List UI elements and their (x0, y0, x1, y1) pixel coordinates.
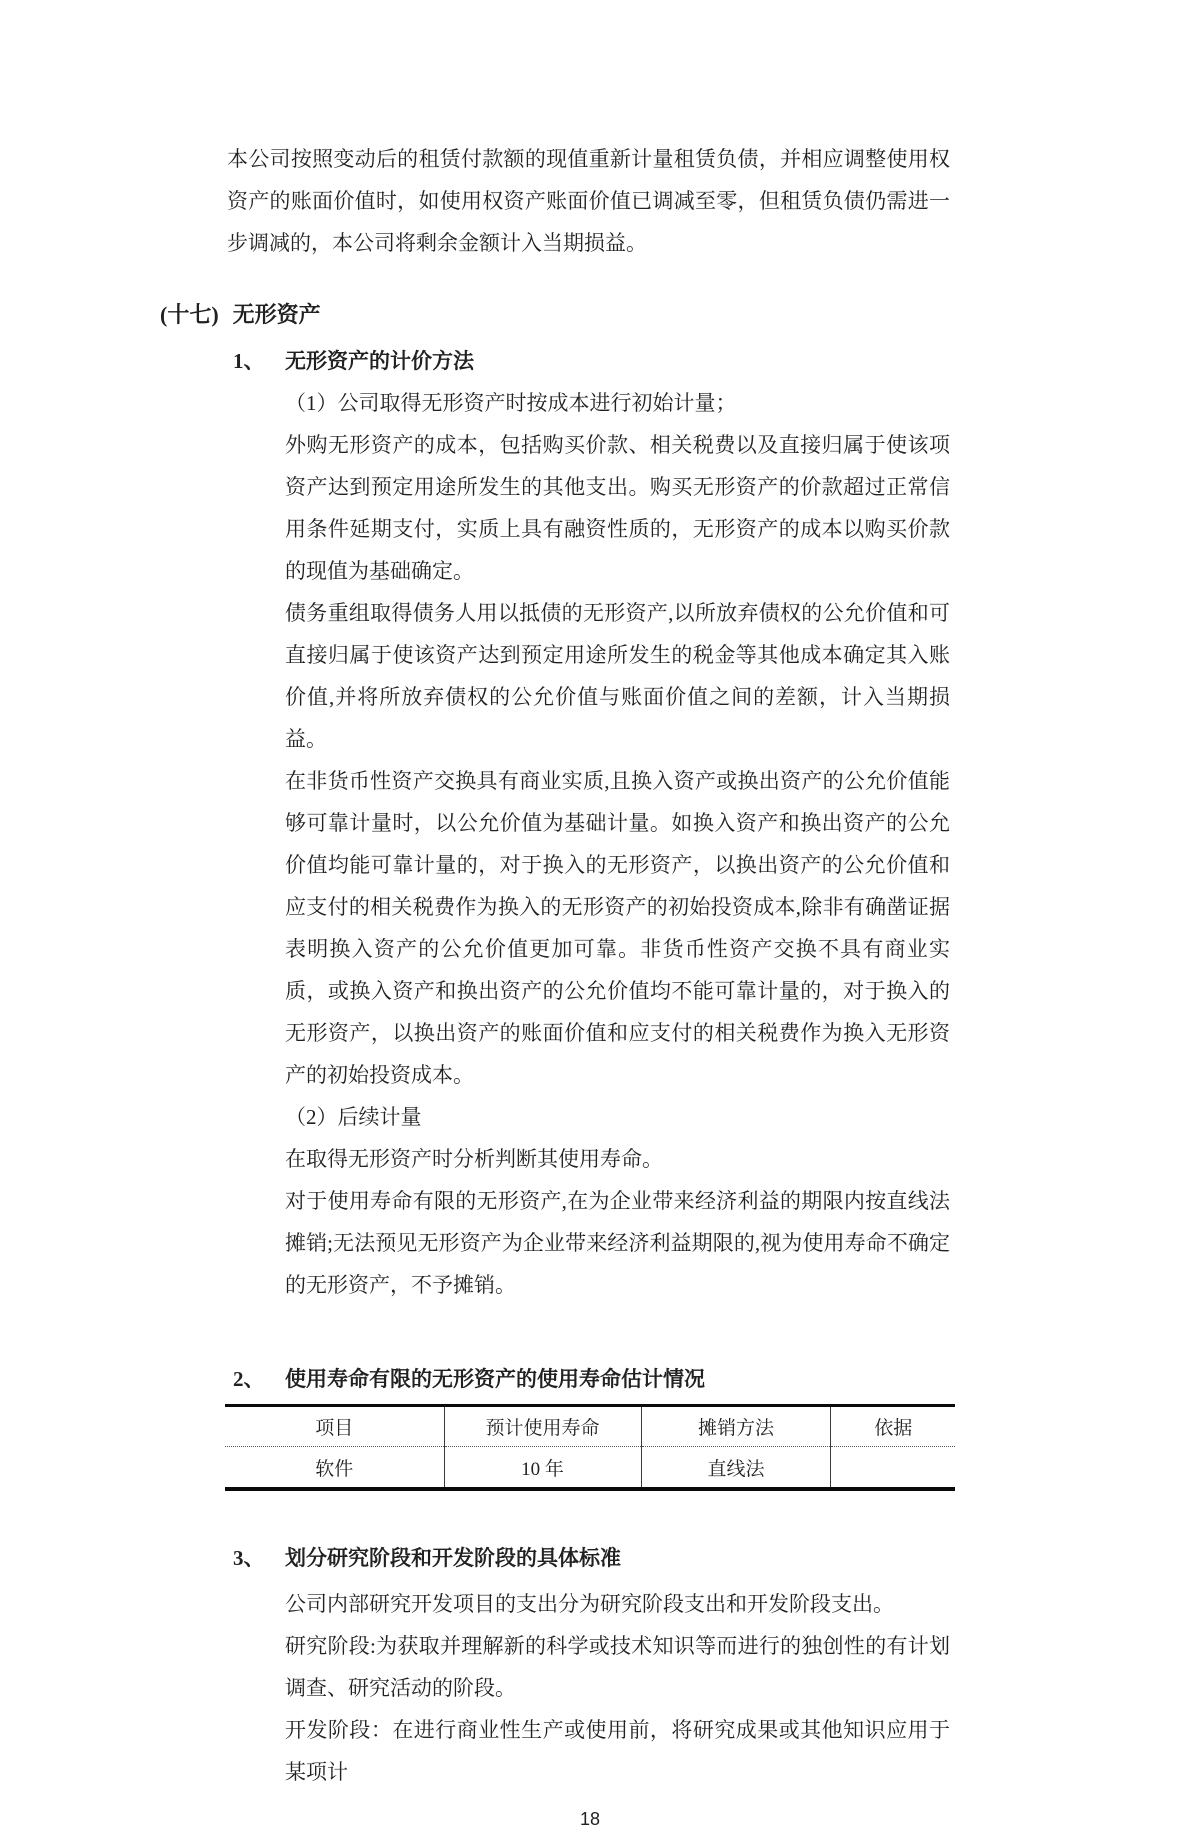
cell-method-straight-line: 直线法 (641, 1447, 831, 1490)
paragraph-subsequent-measurement-label: （2）后续计量 (285, 1105, 422, 1129)
col-header-amortization-method: 摊销方法 (641, 1406, 831, 1447)
section-17-label: (十七) (160, 302, 219, 327)
paragraph-initial-measurement: （1）公司取得无形资产时按成本进行初始计量； (285, 391, 737, 415)
cell-item-software: 软件 (315, 1458, 354, 1480)
cell-life-10-years: 10 年 (444, 1447, 641, 1490)
table-header-row (225, 1406, 955, 1447)
useful-life-table (225, 1404, 955, 1491)
paragraph-nonmonetary-exchange: 在非货币性资产交换具有商业实质,且换入资产或换出资产的公允价值能够可靠计量时，以公允价值为基础计量。如换入资产和换出资产的公允价值均能可靠计量的，对于换入的无形资产，以换出资产的公允价值和应支付的相关税费作为换入的无形资产的初始投资成本,除非有确凿证据表明换入资产的公允价值更加可靠。非货币性资产交换不具有商业实质，或换入资产和换出资产的公允价值均不能可靠计量的，对于换入的无形资产，以换出资产的账面价值和应支付的相关税费作为换入无形资产的初始投资成本。 (285, 769, 950, 1087)
paragraph-research-phase: 研究阶段:为获取并理解新的科学或技术知识等而进行的独创性的有计划调查、研究活动的阶段。 (285, 1634, 950, 1700)
paragraph-amortization-policy: 对于使用寿命有限的无形资产,在为企业带来经济利益的期限内按直线法摊销;无法预见无形资产为企业带来经济利益期限的,视为使用寿命不确定的无形资产，不予摊销。 (285, 1189, 950, 1297)
page-number: 18 (579, 1809, 601, 1829)
subsection-1-title: 无形资产的计价方法 (285, 349, 474, 373)
cell-basis-empty (831, 1447, 955, 1490)
subsection-2-number: 2、 (233, 1367, 265, 1391)
paragraph-lease-remeasurement: 本公司按照变动后的租赁付款额的现值重新计量租赁负债，并相应调整使用权资产的账面价值时，如使用权资产账面价值已调减至零，但租赁负债仍需进一步调减的，本公司将剩余金额计入当期损益。 (227, 147, 950, 255)
subsection-1-number: 1、 (233, 349, 265, 373)
section-17-title: 无形资产 (232, 302, 321, 327)
paragraph-debt-restructuring: 债务重组取得债务人用以抵债的无形资产,以所放弃债权的公允价值和可直接归属于使该资产达到预定用途所发生的税金等其他成本确定其入账价值,并将所放弃债权的公允价值与账面价值之间的差额，计入当期损益。 (285, 601, 950, 751)
paragraph-useful-life-judgement: 在取得无形资产时分析判断其使用寿命。 (285, 1147, 663, 1171)
paragraph-development-phase: 开发阶段：在进行商业性生产或使用前，将研究成果或其他知识应用于某项计 (285, 1718, 950, 1784)
subsection-3-number: 3、 (233, 1546, 265, 1570)
subsection-1-heading (233, 340, 1200, 382)
subsection-3-title: 划分研究阶段和开发阶段的具体标准 (285, 1546, 621, 1570)
subsection-2-heading (233, 1358, 1200, 1400)
col-header-estimated-life: 预计使用寿命 (444, 1406, 641, 1447)
col-header-item: 项目 (225, 1406, 444, 1447)
subsection-2-title: 使用寿命有限的无形资产的使用寿命估计情况 (285, 1367, 705, 1391)
table-row (225, 1447, 955, 1490)
subsection-3-heading (233, 1537, 1200, 1579)
paragraph-rd-expenditure-split: 公司内部研究开发项目的支出分为研究阶段支出和开发阶段支出。 (285, 1592, 894, 1616)
col-header-basis: 依据 (831, 1406, 955, 1447)
section-17-heading (160, 294, 1200, 336)
paragraph-purchased-intangibles: 外购无形资产的成本，包括购买价款、相关税费以及直接归属于使该项资产达到预定用途所发生的其他支出。购买无形资产的价款超过正常信用条件延期支付，实质上具有融资性质的，无形资产的成本以购买价款的现值为基础确定。 (285, 433, 950, 583)
